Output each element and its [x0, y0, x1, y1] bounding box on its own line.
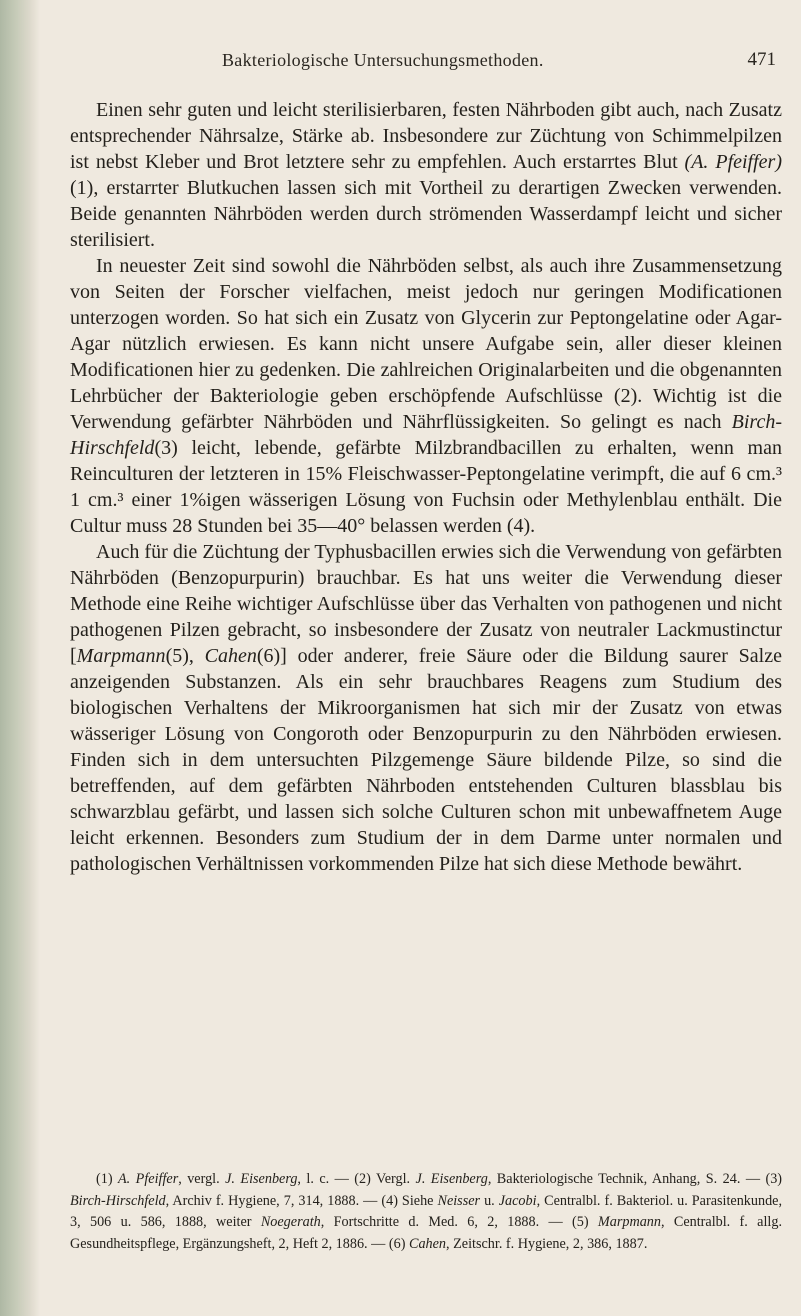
italic-name: Birch-Hirschfeld [70, 411, 782, 459]
footnotes: (1) A. Pfeiffer, vergl. J. Eisenberg, l. c. — (2) Vergl. J. Eisenberg, Bakteriologische Technik, Anhang, S. 24. — (3) Birch-Hirschfeld, Archiv f. Hygiene, 7, 314, 1888. — (4) Siehe Neisser u. Jacobi, Centralbl. f. Bakteriol. u. Parasitenkunde, 3, 506 u. 586, 1888, weiter Noegerath, Fortschritte d. Med. 6, 2, 1888. — (5) Marpmann, Centralbl. f. allg. Gesundheitspflege, Ergänzungsheft, 2, Heft 2, 1886. — (6) Cahen, Zeitschr. f. Hygiene, 2, 386, 1887. [70, 1171, 783, 1252]
italic-name: Marpmann [597, 1214, 661, 1230]
paragraph: In neuester Zeit sind sowohl die Nährböden selbst, als auch ihre Zusammensetzung von Seiten der Forscher vielfachen, meist jedoch nur geringen Modificationen unterzogen worden. So hat sich ein Zusatz von Glycerin zur Peptongelatine oder Agar-Agar nützlich erwiesen. Es kann nicht unsere Aufgabe sein, aller dieser kleinen Modificationen hier zu gedenken. Die zahlreichen Originalarbeiten und die obgenannten Lehrbücher der Bakteriologie geben erschöpfende Aufschlüsse (2). Wichtig ist die Verwendung gefärbter Nährböden und Nährflüssigkeiten. So gelingt es nach Birch-Hirschfeld(3) leicht, lebende, gefärbte Milzbrandbacillen zu erhalten, wenn man Reinculturen der letzteren in 15% Fleischwasser-Peptongelatine verimpft, die auf 6 cm.³ 1 cm.³ einer 1%igen wässerigen Lösung von Fuchsin oder Methylenblau enthält. Die Cultur muss 28 Stunden bei 35—40° belassen werden (4). [70, 255, 782, 537]
italic-name: Neisser [437, 1192, 481, 1209]
page-number: 471 [747, 49, 776, 70]
italic-name: Jacobi [498, 1192, 537, 1209]
scan-binding-shadow [0, 0, 40, 1316]
paragraph: Auch für die Züchtung der Typhusbacillen erwies sich die Verwendung von gefärbten Nährböden (Benzopurpurin) brauchbar. Es hat uns weiter die Verwendung dieser Methode eine Reihe wichtiger Aufschlüsse über das Verhalten von pathogenen und nicht pathogenen Pilzen gebracht, so insbesondere der Zusatz von neutraler Lackmustinctur [Marpmann(5), Cahen(6)] oder anderer, freie Säure oder die Bildung saurer Salze anzeigenden Substanzen. Als ein sehr brauchbares Reagens zum Studium des biologischen Verhaltens der Mikroorganismen hat sich mir der Zusatz von etwas wässeriger Lösung von Congoroth oder Benzopurpurin zu den Nährböden erwiesen. Finden sich in dem untersuchten Pilzgemenge Säure bildende Pilze, so sind die betreffenden, auf dem gefärbten Nährboden entstehenden Culturen blassblau bis schwarzblau gefärbt, und lassen sich solche Culturen schon mit unbewaffnetem Auge leicht erkennen. Besonders zum Studium der in dem Darme unter normalen und pathologischen Verhältnissen vorkommenden Pilze hat sich diese Methode bewährt. [70, 541, 782, 875]
italic-name: Marpmann [76, 645, 166, 667]
italic-name: J. Eisenberg [225, 1171, 298, 1187]
italic-name: J. Eisenberg [415, 1171, 488, 1187]
book-page [70, 0, 790, 1316]
running-title: Bakteriologische Untersuchungsmethoden. [222, 50, 544, 70]
italic-name: Cahen [408, 1235, 447, 1252]
main-text [70, 97, 782, 877]
running-head [70, 50, 782, 80]
italic-name: (A. Pfeiffer) [684, 151, 782, 173]
italic-name: Birch-Hirschfeld [70, 1192, 166, 1209]
italic-name: A. Pfeiffer [118, 1171, 179, 1187]
italic-name: Cahen [204, 645, 257, 667]
italic-name: Noegerath [260, 1214, 321, 1230]
paragraph: Einen sehr guten und leicht sterilisierbaren, festen Nährboden gibt auch, nach Zusatz entsprechender Nährsalze, Stärke ab. Insbesondere zur Züchtung von Schimmelpilzen ist nebst Kleber und Brot letztere sehr zu empfehlen. Auch erstarrtes Blut (A. Pfeiffer)(1), erstarrter Blutkuchen lassen sich mit Vortheil zu derartigen Zwecken verwenden. Beide genannten Nährböden werden durch strömenden Wasserdampf leicht und sicher sterilisiert. [70, 99, 782, 251]
